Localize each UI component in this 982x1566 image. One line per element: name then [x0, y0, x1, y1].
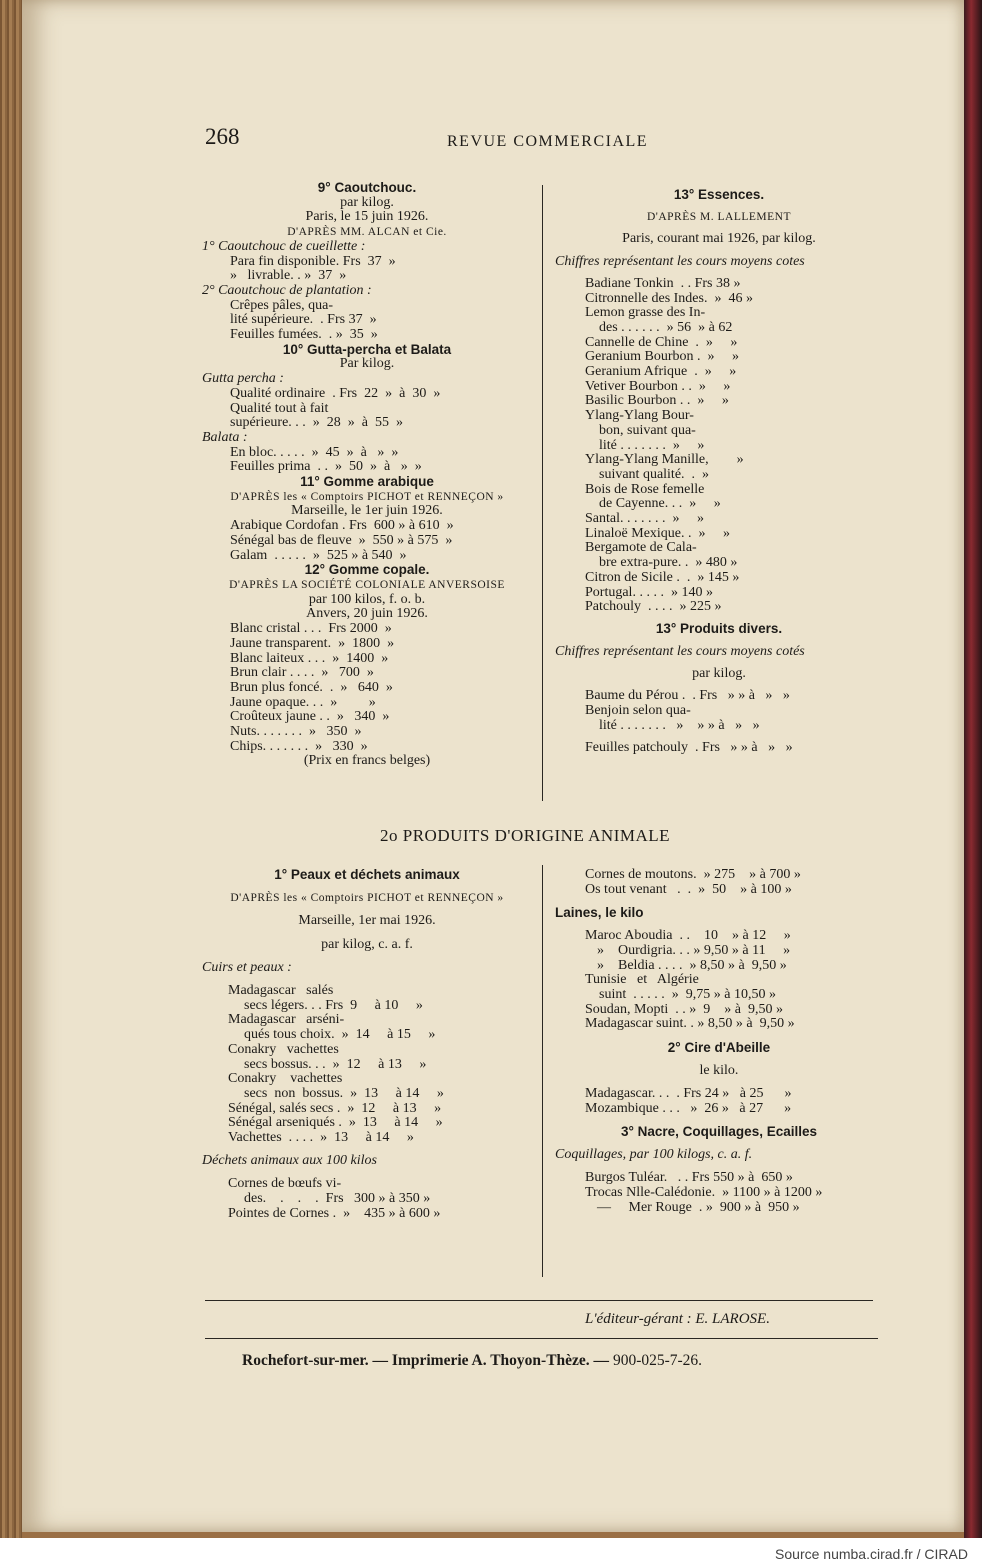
source-credit: Source numba.cirad.fr / CIRAD: [775, 1546, 968, 1562]
left_bottom-line: Cuirs et peaux :: [202, 959, 292, 975]
left_top-line: Balata :: [202, 429, 248, 445]
column-divider-top: [542, 185, 543, 801]
left_top-line: Anvers, 20 juin 1926.: [306, 606, 428, 622]
left_top-line: 10° Gutta-percha et Balata: [282, 341, 452, 357]
imprint-line: [242, 1352, 702, 1370]
right_top-line: lité . . . . . . . » » » à » »: [599, 717, 760, 733]
right_top-line: par kilog.: [692, 665, 746, 681]
left_bottom-line: secs non bossus. » 13 à 14 »: [244, 1085, 444, 1101]
right_bottom-line: Madagascar suint. . » 8,50 » à 9,50 »: [585, 1016, 795, 1032]
right_top-line: [555, 203, 883, 211]
right_bottom-line: le kilo.: [699, 1062, 739, 1078]
left_top-line: Marseille, le 1er juin 1926.: [291, 503, 443, 519]
right_bottom-line: » Beldia . . . . » 8,50 » à 9,50 »: [597, 957, 787, 973]
right_top-line: Ylang-Ylang Bour-: [585, 408, 694, 424]
imprint-code: 900-025-7-26.: [612, 1352, 703, 1369]
left_bottom-line: des. . . . Frs 300 » à 350 »: [244, 1191, 431, 1207]
right_bottom-line: 2° Cire d'Abeille: [667, 1039, 771, 1055]
section-title: 2o PRODUITS D'ORIGINE ANIMALE: [380, 826, 671, 845]
right_bottom-line: Soudan, Mopti . . » 9 » à 9,50 »: [585, 1001, 783, 1017]
left_top-line: 11° Gomme arabique: [300, 474, 434, 490]
column-left-top: [202, 181, 532, 769]
left_top-line: Galam . . . . . » 525 » à 540 »: [230, 547, 407, 563]
left_top-line: Jaune opaque. . . » »: [230, 694, 376, 710]
right_bottom-line: Trocas Nlle-Calédonie. » 1100 » à 1200 »: [585, 1184, 823, 1200]
right_bottom-line: » Ourdigria. . . » 9,50 » à 11 »: [597, 942, 791, 958]
left_top-line: Qualité ordinaire . Frs 22 » à 30 »: [230, 385, 441, 401]
left_top-line: Blanc laiteux . . . » 1400 »: [230, 650, 389, 666]
left_bottom-line: Conakry vachettes: [228, 1071, 343, 1087]
right_top-line: Bois de Rose femelle: [585, 481, 705, 497]
left_bottom-line: Madagascar arséni-: [228, 1012, 345, 1028]
left_bottom-line: Cornes de bœufs vi-: [228, 1176, 342, 1192]
right_bottom-line: suint . . . . . » 9,75 » à 10,50 »: [599, 986, 776, 1002]
rule-lower: [205, 1338, 878, 1339]
right_top-line: Lemon grasse des In-: [585, 305, 706, 321]
left_top-line: Blanc cristal . . . Frs 2000 »: [230, 621, 392, 637]
right_top-line: de Cayenne. . . » »: [599, 496, 721, 512]
left_top-line: Paris, le 15 juin 1926.: [305, 209, 429, 225]
left_top-line: Qualité tout à fait: [230, 400, 329, 416]
right_top-line: Benjoin selon qua-: [585, 702, 691, 718]
left_top-line: Feuilles prima . . » 50 » à » »: [230, 459, 422, 475]
left_top-line: D'APRÈS MM. ALCAN et Cie.: [287, 226, 447, 239]
left_bottom-line: Sénégal, salés secs . » 12 à 13 »: [228, 1100, 442, 1116]
left_top-line: » livrable. . » 37 »: [230, 268, 347, 284]
right_bottom-line: Os tout venant . . » 50 » à 100 »: [585, 881, 792, 897]
left_top-line: D'APRÈS LA SOCIÉTÉ COLONIALE ANVERSOISE: [229, 578, 505, 591]
left_top-line: 9° Caoutchouc.: [317, 180, 417, 195]
editor-line: L'éditeur-gérant : E. LAROSE.: [585, 1311, 770, 1327]
right_top-line: Patchouly . . . . » 225 »: [585, 599, 722, 615]
column-right-top: [555, 188, 883, 755]
right_top-line: Geranium Bourbon . » »: [585, 349, 739, 365]
right_top-line: Ylang-Ylang Manille, »: [585, 452, 744, 468]
left_top-line: Par kilog.: [339, 356, 395, 372]
right_top-line: Citronnelle des Indes. » 46 »: [585, 290, 753, 306]
left_bottom-line: Pointes de Cornes . » 435 » à 600 »: [228, 1205, 441, 1221]
right_bottom-line: Madagascar. . . . Frs 24 » à 25 »: [585, 1085, 792, 1101]
left_top-line: (Prix en francs belges): [303, 753, 431, 769]
right_top-line: Geranium Afrique . » »: [585, 364, 737, 380]
right_bottom-line: Tunisie et Algérie: [585, 972, 699, 988]
left_bottom-line: secs bossus. . . » 12 à 13 »: [244, 1056, 427, 1072]
left_top-line: Nuts. . . . . . . » 350 »: [230, 724, 362, 740]
left_top-line: supérieure. . . » 28 » à 55 »: [230, 415, 404, 431]
right_bottom-line: Laines, le kilo: [555, 904, 644, 920]
column-right-bottom: [555, 868, 883, 1215]
left_top-line: Chips. . . . . . . » 330 »: [230, 738, 368, 754]
left_top-line: Brun plus foncé. . » 640 »: [230, 679, 393, 695]
right_top-line: 13° Produits divers.: [655, 621, 783, 637]
left_top-line: Croûteux jaune . . » 340 »: [230, 709, 390, 725]
left_top-line: Gutta percha :: [202, 371, 284, 387]
left_bottom-line: par kilog, c. a. f.: [321, 936, 413, 952]
right_top-line: Paris, courant mai 1926, par kilog.: [622, 231, 816, 247]
rule-upper: [205, 1300, 873, 1301]
right_top-line: Linaloë Mexique. . » »: [585, 525, 731, 541]
left_top-line: 1° Caoutchouc de cueillette :: [202, 238, 366, 254]
binding-band: [964, 0, 982, 1538]
left_top-line: Brun clair . . . . » 700 »: [230, 665, 374, 681]
left_top-line: par kilog.: [340, 194, 394, 210]
left_bottom-line: Madagascar salés: [228, 983, 334, 999]
left_top-line: Arabique Cordofan . Frs 600 » à 610 »: [230, 518, 454, 534]
right_top-line: Cannelle de Chine . » »: [585, 334, 738, 350]
left_top-line: Sénégal bas de fleuve » 550 » à 575 »: [230, 532, 453, 548]
right_bottom-line: Maroc Aboudia . . 10 » à 12 »: [585, 928, 791, 944]
right_top-line: Portugal. . . . . » 140 »: [585, 584, 713, 600]
right_bottom-line: Coquillages, par 100 kilogs, c. a. f.: [555, 1147, 753, 1163]
right_bottom-line: Mozambique . . . » 26 » à 27 »: [585, 1100, 792, 1116]
right_top-line: bon, suivant qua-: [599, 422, 696, 438]
left_bottom-line: Vachettes . . . . » 13 à 14 »: [228, 1130, 414, 1146]
left_bottom-line: [202, 883, 532, 892]
right_top-line: des . . . . . . » 56 » à 62: [599, 319, 733, 335]
left_bottom-line: Marseille, 1er mai 1926.: [298, 913, 436, 929]
left_top-line: Feuilles fumées. . » 35 »: [230, 327, 378, 343]
left_top-line: Crêpes pâles, qua-: [230, 297, 334, 313]
left_bottom-line: secs légers. . . Frs 9 à 10 »: [244, 997, 423, 1013]
right_top-line: Vetiver Bourbon . . » »: [585, 378, 731, 394]
left_bottom-line: qués tous choix. » 14 à 15 »: [244, 1027, 436, 1043]
left_top-line: Jaune transparent. » 1800 »: [230, 635, 395, 651]
right_top-line: Bergamote de Cala-: [585, 540, 697, 556]
page-number: 268: [205, 124, 240, 149]
right_top-line: Feuilles patchouly . Frs » » à » »: [585, 739, 793, 755]
right_bottom-line: Burgos Tuléar. . . Frs 550 » à 650 »: [585, 1170, 793, 1186]
right_top-line: Basilic Bourbon . . » »: [585, 393, 729, 409]
running-title: REVUE COMMERCIALE: [447, 133, 649, 150]
column-divider-bottom: [542, 865, 543, 1277]
left_top-line: 2° Caoutchouc de plantation :: [202, 282, 372, 298]
left_top-line: lité supérieure. . Frs 37 »: [230, 312, 377, 328]
right_top-line: Chiffres représentant les cours moyens cotes: [555, 253, 805, 269]
right_top-line: Chiffres représentant les cours moyens cotés: [555, 643, 805, 659]
right_top-line: suivant qualité. . »: [599, 466, 710, 482]
left_top-line: D'APRÈS les « Comptoirs PICHOT et RENNEÇON »: [230, 490, 504, 503]
left_bottom-line: 1° Peaux et déchets animaux: [274, 867, 460, 882]
right_top-line: Santal. . . . . . . » »: [585, 511, 704, 527]
right_top-line: Baume du Pérou . . Frs » » à » »: [585, 688, 790, 704]
right_bottom-line: Cornes de moutons. » 275 » à 700 »: [585, 867, 801, 882]
left_bottom-line: Sénégal arseniqués . » 13 à 14 »: [228, 1115, 443, 1131]
page-edge: [0, 0, 22, 1538]
left_top-line: Para fin disponible. Frs 37 »: [230, 253, 396, 269]
left_top-line: par 100 kilos, f. o. b.: [308, 591, 426, 607]
left_top-line: En bloc. . . . . » 45 » à » »: [230, 444, 399, 460]
imprint-place: Rochefort-sur-mer. — Imprimerie A. Thoyon-Thèze. —: [242, 1352, 613, 1369]
right_top-line: lité . . . . . . . » »: [599, 437, 705, 453]
left_bottom-line: Déchets animaux aux 100 kilos: [202, 1153, 377, 1169]
right_top-line: 13° Essences.: [673, 187, 765, 202]
left_bottom-line: Conakry vachettes: [228, 1041, 339, 1057]
left_bottom-line: D'APRÈS les « Comptoirs PICHOT et RENNEÇON »: [230, 892, 504, 905]
right_bottom-line: 3° Nacre, Coquillages, Ecailles: [621, 1123, 817, 1139]
right_top-line: bre extra-pure. . » 480 »: [599, 555, 738, 571]
left_top-line: 12° Gomme copale.: [304, 562, 430, 578]
column-left-bottom: [202, 868, 532, 1222]
right_top-line: Citron de Sicile . . » 145 »: [585, 569, 740, 585]
right_top-line: Badiane Tonkin . . Frs 38 »: [585, 275, 741, 291]
right_bottom-line: — Mer Rouge . » 900 » à 950 »: [597, 1199, 800, 1215]
right_top-line: D'APRÈS M. LALLEMENT: [646, 211, 791, 224]
